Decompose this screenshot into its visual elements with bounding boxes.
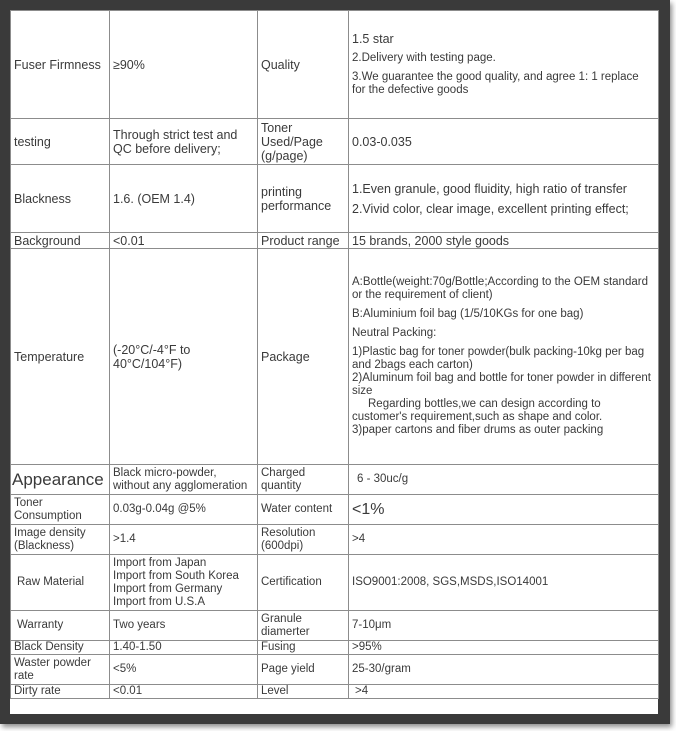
value-cell: 0.03-0.035 xyxy=(349,119,659,165)
label-cell: Level xyxy=(258,685,349,699)
table-row xyxy=(11,165,659,233)
value-cell: >4 xyxy=(349,685,659,699)
value-cell xyxy=(349,165,659,233)
table-row xyxy=(11,249,659,465)
label-cell: Black Density xyxy=(11,641,110,655)
package-line: Regarding bottles,we can design according to customer's requirement,such as shape and color. xyxy=(352,398,603,423)
label-cell: Temperature xyxy=(11,249,110,465)
value-cell xyxy=(110,555,258,611)
label-cell: Image density (Blackness) xyxy=(11,525,110,555)
value-cell xyxy=(349,11,659,119)
package-line: A:Bottle(weight:70g/Bottle;According to the OEM standard or the requirement of client) xyxy=(352,276,648,301)
label-cell: Blackness xyxy=(11,165,110,233)
origin-line: Import from U.S.A xyxy=(113,595,206,608)
performance-line: 2.Vivid color, clear image, excellent printing effect; xyxy=(352,201,629,216)
value-cell: 6 - 30uc/g xyxy=(349,465,659,495)
value-cell: <1% xyxy=(349,495,659,525)
table-row xyxy=(11,641,659,655)
value-cell: <0.01 xyxy=(110,685,258,699)
label-cell: Package xyxy=(258,249,349,465)
label-cell: Fuser Firmness xyxy=(11,11,110,119)
package-line: 2)Aluminum foil bag and bottle for toner powder in different size xyxy=(352,372,651,397)
value-cell: Through strict test and QC before delivery; xyxy=(110,119,258,165)
origin-line: Import from Germany xyxy=(113,582,223,595)
label-cell: testing xyxy=(11,119,110,165)
label-cell: Toner Used/Page (g/page) xyxy=(258,119,349,165)
quality-line: 1.5 star xyxy=(352,32,394,46)
value-cell: 7-10μm xyxy=(349,611,659,641)
performance-line: 1.Even granule, good fluidity, high ratio of transfer xyxy=(352,181,627,196)
label-cell: printing performance xyxy=(258,165,349,233)
origin-line: Import from Japan xyxy=(113,556,207,569)
package-cell xyxy=(349,249,659,465)
table-row xyxy=(11,11,659,119)
label-cell: Certification xyxy=(258,555,349,611)
value-cell: >4 xyxy=(349,525,659,555)
label-cell: Page yield xyxy=(258,655,349,685)
spec-sheet xyxy=(10,10,658,714)
label-cell: Fusing xyxy=(258,641,349,655)
label-cell: Toner Consumption xyxy=(11,495,110,525)
label-cell: Raw Material xyxy=(11,555,110,611)
value-cell: >1.4 xyxy=(110,525,258,555)
value-cell: ≥90% xyxy=(110,11,258,119)
table-row xyxy=(11,465,659,495)
label-cell: Waster powder rate xyxy=(11,655,110,685)
table-row xyxy=(11,611,659,641)
table-row xyxy=(11,525,659,555)
label-cell: Background xyxy=(11,233,110,249)
spec-table xyxy=(10,10,659,699)
value-cell: ISO9001:2008, SGS,MSDS,ISO14001 xyxy=(349,555,659,611)
value-cell: <0.01 xyxy=(110,233,258,249)
table-row xyxy=(11,119,659,165)
table-row xyxy=(11,555,659,611)
table-row xyxy=(11,655,659,685)
origin-line: Import from South Korea xyxy=(113,569,239,582)
value-cell: Two years xyxy=(110,611,258,641)
label-cell: Resolution (600dpi) xyxy=(258,525,349,555)
label-cell: Appearance xyxy=(11,465,110,495)
table-row xyxy=(11,495,659,525)
label-cell: Dirty rate xyxy=(11,685,110,699)
label-cell: Quality xyxy=(258,11,349,119)
value-cell: >95% xyxy=(349,641,659,655)
label-cell: Granule diamerter xyxy=(258,611,349,641)
value-cell: 25-30/gram xyxy=(349,655,659,685)
label-cell: Warranty xyxy=(11,611,110,641)
package-list xyxy=(352,346,655,437)
quality-line: 3.We guarantee the good quality, and agree 1: 1 replace for the defective goods xyxy=(352,71,639,96)
value-cell: 15 brands, 2000 style goods xyxy=(349,233,659,249)
label-cell: Product range xyxy=(258,233,349,249)
value-cell: <5% xyxy=(110,655,258,685)
value-cell: 1.6. (OEM 1.4) xyxy=(110,165,258,233)
package-line: 1)Plastic bag for toner powder(bulk packing-10kg per bag and 2bags each carton) xyxy=(352,346,645,371)
table-row xyxy=(11,685,659,699)
value-cell: 0.03g-0.04g @5% xyxy=(110,495,258,525)
quality-line: 2.Delivery with testing page. xyxy=(352,52,496,64)
package-line: Neutral Packing: xyxy=(352,327,437,339)
table-row xyxy=(11,233,659,249)
value-cell: (-20°C/-4°F to 40°C/104°F) xyxy=(110,249,258,465)
label-cell: Water content xyxy=(258,495,349,525)
package-line: B:Aluminium foil bag (1/5/10KGs for one bag) xyxy=(352,308,584,320)
value-cell: Black micro-powder, without any agglomeration xyxy=(110,465,258,495)
value-cell: 1.40-1.50 xyxy=(110,641,258,655)
label-cell: Charged quantity xyxy=(258,465,349,495)
package-line: 3)paper cartons and fiber drums as outer packing xyxy=(352,424,604,436)
